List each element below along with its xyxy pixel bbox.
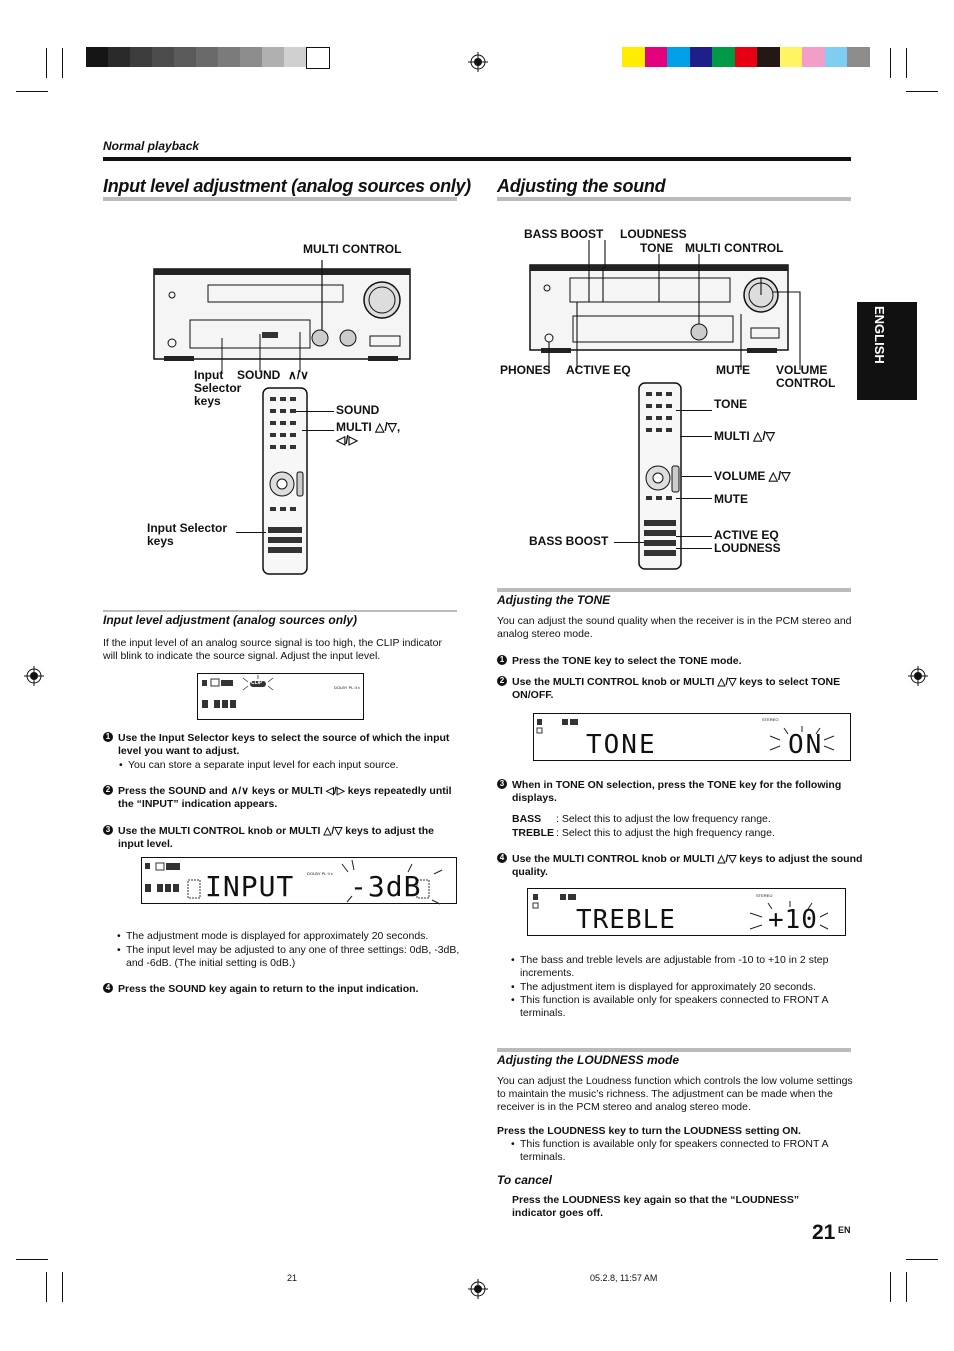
treble-term: TREBLE: [512, 827, 554, 839]
right-title-rule: [497, 197, 851, 201]
bass-term: BASS: [512, 813, 542, 825]
calibration-swatch: [306, 47, 330, 69]
display-clip-segments: [198, 674, 363, 719]
label-input-selector-keys-top: Input Selector keys: [194, 368, 242, 408]
tone-bullet-2: • The adjustment item is displayed for approximately 20 seconds.: [510, 981, 863, 994]
label-r-bass-boost: BASS BOOST: [529, 534, 609, 548]
display-tone-stereo: STEREO: [762, 717, 779, 722]
calibration-swatch: [174, 47, 196, 67]
right-title: Adjusting the sound: [497, 176, 666, 196]
label-remote-input-selector: Input Selector keys: [147, 521, 228, 548]
tone-bullet-3: • This function is available only for speakers connected to FRONT A terminals.: [510, 994, 863, 1020]
tone-step-3: [497, 779, 868, 805]
tone-subtitle: Adjusting the TONE: [497, 593, 611, 607]
tone-step-number-2: 2: [497, 676, 507, 686]
footer-page: 21: [287, 1273, 298, 1283]
tone-step-3-text: When in TONE ON selection, press the TONE key for the following displays.: [512, 779, 842, 804]
tone-step-1: [497, 655, 862, 668]
tone-step-4: [497, 853, 868, 879]
left-intro: If the input level of an analog source signal is too high, the CLIP indicator will blink to indicate the source signal. Adjust the input level.: [103, 637, 442, 662]
left-bullet-2: • The input level may be adjusted to any one of three settings: 0dB, -3dB, and -6dB. (The initial setting is 0dB.): [116, 944, 461, 970]
label-r-volume: VOLUME △/▽: [714, 469, 791, 483]
label-tone: TONE: [640, 241, 674, 255]
tone-step-number-1: 1: [497, 655, 507, 665]
left-step-3: [103, 825, 457, 851]
registration-mark-left: [24, 666, 44, 686]
display-treble: [527, 888, 846, 936]
left-step-1: [103, 732, 457, 758]
tone-step-2: [497, 676, 853, 702]
label-r-loudness: LOUDNESS: [714, 541, 781, 555]
left-step-3-text: Use the MULTI CONTROL knob or MULTI △/▽ keys to adjust the input level.: [118, 825, 434, 850]
calibration-swatch: [240, 47, 262, 67]
calibration-swatch: [847, 47, 870, 67]
left-subtitle: Input level adjustment (analog sources only): [103, 613, 358, 627]
tone-step-number-4: 4: [497, 853, 507, 863]
receiver-front-panel: [150, 260, 415, 365]
left-bullet-1: • The adjustment mode is displayed for approximately 20 seconds.: [116, 930, 471, 943]
calibration-swatch: [622, 47, 645, 67]
tone-bullet-1: • The bass and treble levels are adjustable from -10 to +10 in 2 step increments.: [510, 954, 863, 980]
calibration-swatch: [780, 47, 803, 67]
label-remote-sound: SOUND: [336, 403, 380, 417]
left-step-1-text: Use the Input Selector keys to select the source of which the input level you want to adjust.: [118, 732, 450, 757]
line-remote-multi: [302, 430, 334, 431]
side-tab: [857, 302, 917, 400]
left-step-4-text: Press the SOUND key again to return to the input indication.: [118, 983, 419, 995]
footer-timestamp: 05.2.8, 11:57 AM: [590, 1273, 658, 1283]
cancel-title: To cancel: [497, 1173, 552, 1187]
registration-mark-right: [908, 666, 928, 686]
line-remote-sound: [296, 411, 334, 412]
display-clip-indicator: CLIP: [251, 680, 263, 686]
line-r-mute: [676, 498, 712, 499]
display-clip-dolby: DOLBY PL II x: [334, 685, 360, 690]
loudness-subtitle: Adjusting the LOUDNESS mode: [497, 1053, 680, 1067]
calibration-swatch: [86, 47, 108, 67]
left-step-4: [103, 983, 468, 996]
display-clip: [197, 673, 364, 720]
tone-step-4-text: Use the MULTI CONTROL knob or MULTI △/▽ keys to adjust the sound quality.: [512, 853, 863, 878]
calibration-swatch: [667, 47, 690, 67]
label-multi-control-r: MULTI CONTROL: [685, 241, 784, 255]
display-treble-stereo: STEREO: [756, 893, 773, 898]
header-rule: [103, 157, 851, 161]
calibration-swatch: [690, 47, 713, 67]
tone-step-1-text: Press the TONE key to select the TONE mode.: [512, 655, 742, 667]
calibration-swatch: [284, 47, 306, 67]
label-r-active-eq: ACTIVE EQ: [714, 528, 779, 542]
calibration-swatch: [152, 47, 174, 67]
calibration-swatch: [645, 47, 668, 67]
calibration-swatch: [735, 47, 758, 67]
section-header: Normal playback: [103, 139, 200, 153]
display-input-right: -3dB: [350, 870, 422, 903]
line-r-active-eq: [676, 536, 712, 537]
line-r-bass-boost: [614, 542, 644, 543]
label-r-multi: MULTI △/▽: [714, 429, 775, 443]
tone-step-number-3: 3: [497, 779, 507, 789]
step-number-2: 2: [103, 785, 113, 795]
left-step-2-text: Press the SOUND and ∧/∨ keys or MULTI ◁/▷ keys repeatedly until the “INPUT” indication appears.: [118, 785, 452, 810]
calibration-swatch: [802, 47, 825, 67]
display-tone-left: TONE: [586, 730, 657, 760]
calibration-swatch: [196, 47, 218, 67]
line-r-volume: [682, 476, 712, 477]
label-r-mute: MUTE: [714, 492, 748, 506]
label-r-tone: TONE: [714, 397, 748, 411]
step-number-3: 3: [103, 825, 113, 835]
treble-desc: : Select this to adjust the high frequency range.: [556, 827, 775, 839]
label-up-down: ∧/∨: [288, 368, 309, 382]
remote-control-left: [262, 387, 310, 577]
calibration-swatch: [130, 47, 152, 67]
registration-mark-top: [468, 52, 488, 72]
left-step-2: [103, 785, 457, 811]
cancel-text: Press the LOUDNESS key again so that the “LOUDNESS” indicator goes off.: [512, 1194, 800, 1219]
label-bass-boost: BASS BOOST: [524, 227, 604, 241]
page-number: 21: [812, 1221, 836, 1244]
left-subtitle-rule: [103, 610, 457, 612]
line-r-tone: [676, 410, 712, 411]
label-loudness: LOUDNESS: [620, 227, 687, 241]
display-tone: [533, 713, 851, 761]
display-input: [141, 857, 457, 904]
left-step-1-bullet: • You can store a separate input level for each input source.: [118, 759, 458, 772]
receiver-front-panel-right: [525, 240, 805, 365]
label-remote-multi: MULTI △/▽, ◁/▷: [336, 420, 401, 447]
label-mute: MUTE: [716, 363, 750, 377]
tone-rule: [497, 588, 851, 592]
calibration-swatch: [218, 47, 240, 67]
calibration-swatch: [757, 47, 780, 67]
line-remote-input: [236, 532, 266, 533]
label-phones: PHONES: [500, 363, 551, 377]
display-input-dolby: DOLBY PL II x: [307, 871, 333, 876]
line-r-loudness: [676, 548, 712, 549]
side-tab-label: ENGLISH: [872, 306, 887, 364]
step-number-1: 1: [103, 732, 113, 742]
display-input-left: INPUT: [205, 870, 295, 903]
tone-step-2-text: Use the MULTI CONTROL knob or MULTI △/▽ keys to select TONE ON/OFF.: [512, 676, 841, 701]
label-volume-control: VOLUME CONTROL: [776, 363, 836, 390]
display-tone-right: ON: [788, 730, 824, 760]
left-title-rule: [103, 197, 457, 201]
bass-desc: : Select this to adjust the low frequency range.: [556, 813, 771, 825]
step-number-4: 4: [103, 983, 113, 993]
loudness-instruction: Press the LOUDNESS key to turn the LOUDNESS setting ON.: [497, 1125, 801, 1137]
registration-mark-bottom: [468, 1279, 488, 1299]
page-lang: EN: [838, 1225, 851, 1235]
display-treble-right: +10: [768, 905, 818, 935]
calibration-swatch: [712, 47, 735, 67]
loudness-bullet: • This function is available only for speakers connected to FRONT A terminals.: [510, 1138, 863, 1164]
tone-intro: You can adjust the sound quality when the receiver is in the PCM stereo and analog stereo mode.: [497, 615, 852, 640]
display-treble-left: TREBLE: [576, 905, 676, 935]
loudness-intro: You can adjust the Loudness function which controls the low volume settings to maintain the music’s richness. The adjustment can be made when the receiver is in the PCM stereo and analog stereo mode.: [497, 1075, 853, 1113]
calibration-swatch: [825, 47, 848, 67]
line-r-multi: [680, 436, 712, 437]
calibration-swatch: [108, 47, 130, 67]
label-multi-control: MULTI CONTROL: [303, 242, 402, 256]
loudness-rule: [497, 1048, 851, 1052]
calibration-swatch: [262, 47, 284, 67]
label-active-eq: ACTIVE EQ: [566, 363, 631, 377]
label-sound: SOUND: [237, 368, 281, 382]
left-title: Input level adjustment (analog sources only): [103, 176, 471, 196]
